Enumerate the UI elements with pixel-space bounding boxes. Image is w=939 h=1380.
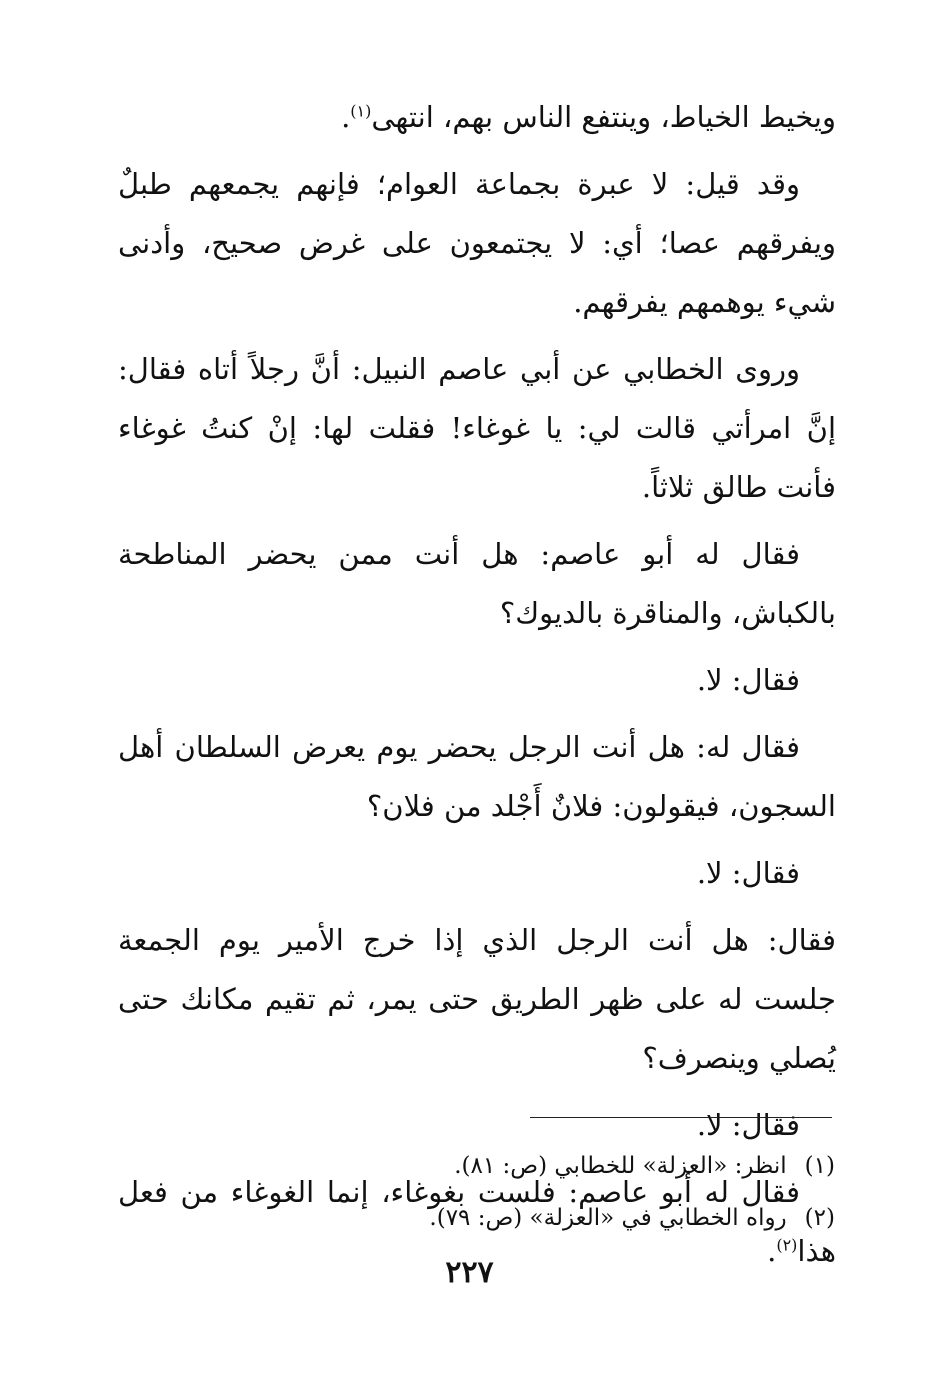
footnote-1 — [300, 1140, 835, 1192]
footnote-ref-2: (٢) — [776, 1235, 798, 1255]
paragraph-1-text: ويخيط الخياط، وينتفع الناس بهم، انتهى — [371, 100, 836, 134]
footnote-1-number: (١) — [804, 1153, 835, 1179]
paragraph-1 — [118, 88, 836, 147]
paragraph-2: وقد قيل: لا عبرة بجماعة العوام؛ فإنهم يجمعهم طبلٌ ويفرقهم عصا؛ أي: لا يجتمعون على غرض صحيح، وأدنى شيء يوهمهم يفرقهم. — [118, 167, 836, 319]
paragraph-6: فقال له: هل أنت الرجل يحضر يوم يعرض السلطان أهل السجون، فيقولون: فلانٌ أَجْلد من فلان؟ — [118, 730, 836, 823]
footnote-2-number: (٢) — [804, 1205, 835, 1231]
paragraph-8: فقال: هل أنت الرجل الذي إذا خرج الأمير يوم الجمعة جلست له على ظهر الطريق حتى يمر، ثم تقيم مكانك حتى يُصلي وينصرف؟ — [118, 923, 836, 1075]
footnote-1-text: انظر: «العزلة» للخطابي (ص: ٨١). — [454, 1153, 787, 1179]
paragraph-9: فقال: لا. — [696, 1108, 800, 1142]
paragraph-1-end: . — [341, 100, 351, 134]
page-number: ٢٢٧ — [445, 1255, 494, 1290]
paragraph-4: فقال له أبو عاصم: هل أنت ممن يحضر المناطحة بالكباش، والمناقرة بالديوك؟ — [118, 537, 836, 630]
paragraph-7: فقال: لا. — [696, 856, 800, 890]
paragraph-3: وروى الخطابي عن أبي عاصم النبيل: أنَّ رجلاً أتاه فقال: إنَّ امرأتي قالت لي: يا غوغاء! فقلت لها: إنْ كنتُ غوغاء فأنت طالق ثلاثاً. — [118, 352, 836, 504]
main-text — [118, 88, 836, 1289]
footnote-ref-1: (١) — [350, 101, 372, 121]
footnote-2 — [300, 1192, 835, 1244]
paragraph-10-text: فقال له أبو عاصم: فلست بغوغاء، إنما الغوغاء من فعل هذا — [118, 1175, 836, 1268]
footnote-separator — [530, 1117, 832, 1118]
paragraph-5: فقال: لا. — [696, 663, 800, 697]
footnotes — [300, 1140, 835, 1244]
paragraph-10-end: . — [767, 1234, 777, 1268]
footnote-2-text: رواه الخطابي في «العزلة» (ص: ٧٩). — [429, 1205, 787, 1231]
